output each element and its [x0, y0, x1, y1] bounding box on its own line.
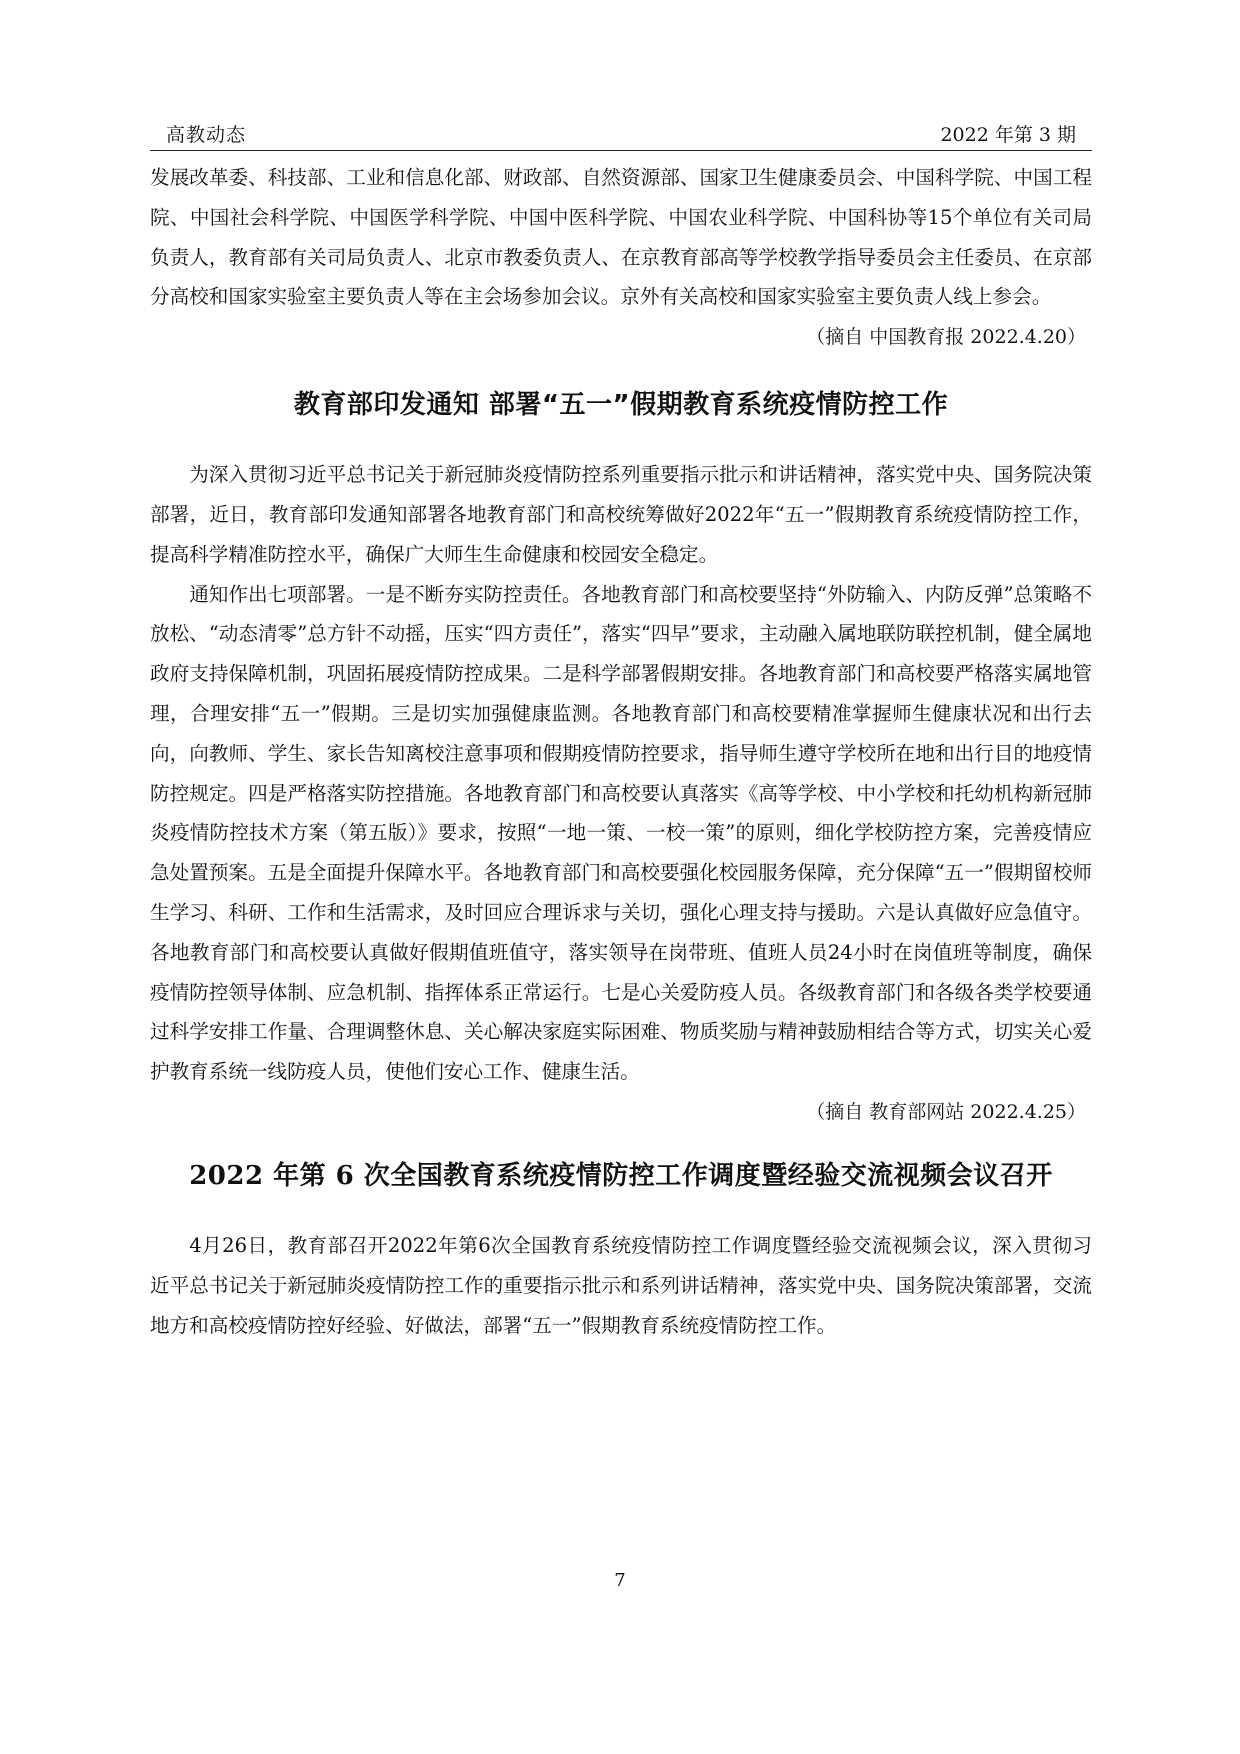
journal-name: 高教动态 [166, 124, 247, 146]
issue-number: 2022 年第 3 期 [940, 124, 1076, 146]
article-title: 2022 年第 6 次全国教育系统疫情防控工作调度暨经验交流视频会议召开 [189, 1160, 1053, 1191]
running-header [150, 118, 1092, 151]
article-paragraph: 4月26日，教育部召开2022年第6次全国教育系统疫情防控工作调度暨经验交流视频会议，深入贯彻习近平总书记关于新冠肺炎疫情防控工作的重要指示批示和系列讲话精神，落实党中央、国务院决策部署，交流地方和高校疫情防控好经验、好做法，部署“五一”假期教育系统疫情防控工作。 [150, 1233, 1092, 1337]
continuation-paragraph: 发展改革委、科技部、工业和信息化部、财政部、自然资源部、国家卫生健康委员会、中国科学院、中国工程院、中国社会科学院、中国医学科学院、中国中医科学院、中国农业科学院、中国科协等15个单位有关司局负责人，教育部有关司局负责人、北京市教委负责人、在京教育部高等学校教学指导委员会主任委员、在京部分高校和国家实验室主要负责人等在主会场参加会议。京外有关高校和国家实验室主要负责人线上参会。 [150, 166, 1092, 309]
source-citation: （摘自 中国教育报 2022.4.20） [806, 326, 1086, 349]
source-citation: （摘自 教育部网站 2022.4.25） [806, 1100, 1086, 1123]
page-content [150, 158, 1092, 1345]
article-paragraph: 通知作出七项部署。一是不断夯实防控责任。各地教育部门和高校要坚持“外防输入、内防反弹”总策略不放松、“动态清零”总方针不动摇，压实“四方责任”，落实“四早”要求，主动融入属地联防联控机制，健全属地政府支持保障机制，巩固拓展疫情防控成果。二是科学部署假期安排。各地教育部门和高校要严格落实属地管理，合理安排“五一”假期。三是切实加强健康监测。各地教育部门和高校要精准掌握师生健康状况和出行去向，向教师、学生、家长告知离校注意事项和假期疫情防控要求，指导师生遵守学校所在地和出行目的地疫情防控规定。四是严格落实防控措施。各地教育部门和高校要认真落实《高等学校、中小学校和托幼机构新冠肺炎疫情防控技术方案（第五版）》要求，按照“一地一策、一校一策”的原则，细化学校防控方案，完善疫情应急处置预案。五是全面提升保障水平。各地教育部门和高校要强化校园服务保障，充分保障“五一”假期留校师生学习、科研、工作和生活需求，及时回应合理诉求与关切，强化心理支持与援助。六是认真做好应急值守。各地教育部门和高校要认真做好假期值班值守，落实领导在岗带班、值班人员24小时在岗值班等制度，确保疫情防控领导体制、应急机制、指挥体系正常运行。七是心关爱防疫人员。各级教育部门和各级各类学校要通过科学安排工作量、合理调整休息、关心解决家庭实际困难、物质奖励与精神鼓励相结合等方式，切实关心爱护教育系统一线防疫人员，使他们安心工作、健康生活。 [150, 582, 1092, 1084]
page-number: 7 [614, 1570, 626, 1591]
article-title: 教育部印发通知 部署“五一”假期教育系统疫情防控工作 [293, 390, 949, 421]
article-paragraph: 为深入贯彻习近平总书记关于新冠肺炎疫情防控系列重要指示批示和讲话精神，落实党中央、国务院决策部署，近日，教育部印发通知部署各地教育部门和高校统筹做好2022年“五一”假期教育系统疫情防控工作，提高科学精准防控水平，确保广大师生生命健康和校园安全稳定。 [150, 463, 1092, 566]
